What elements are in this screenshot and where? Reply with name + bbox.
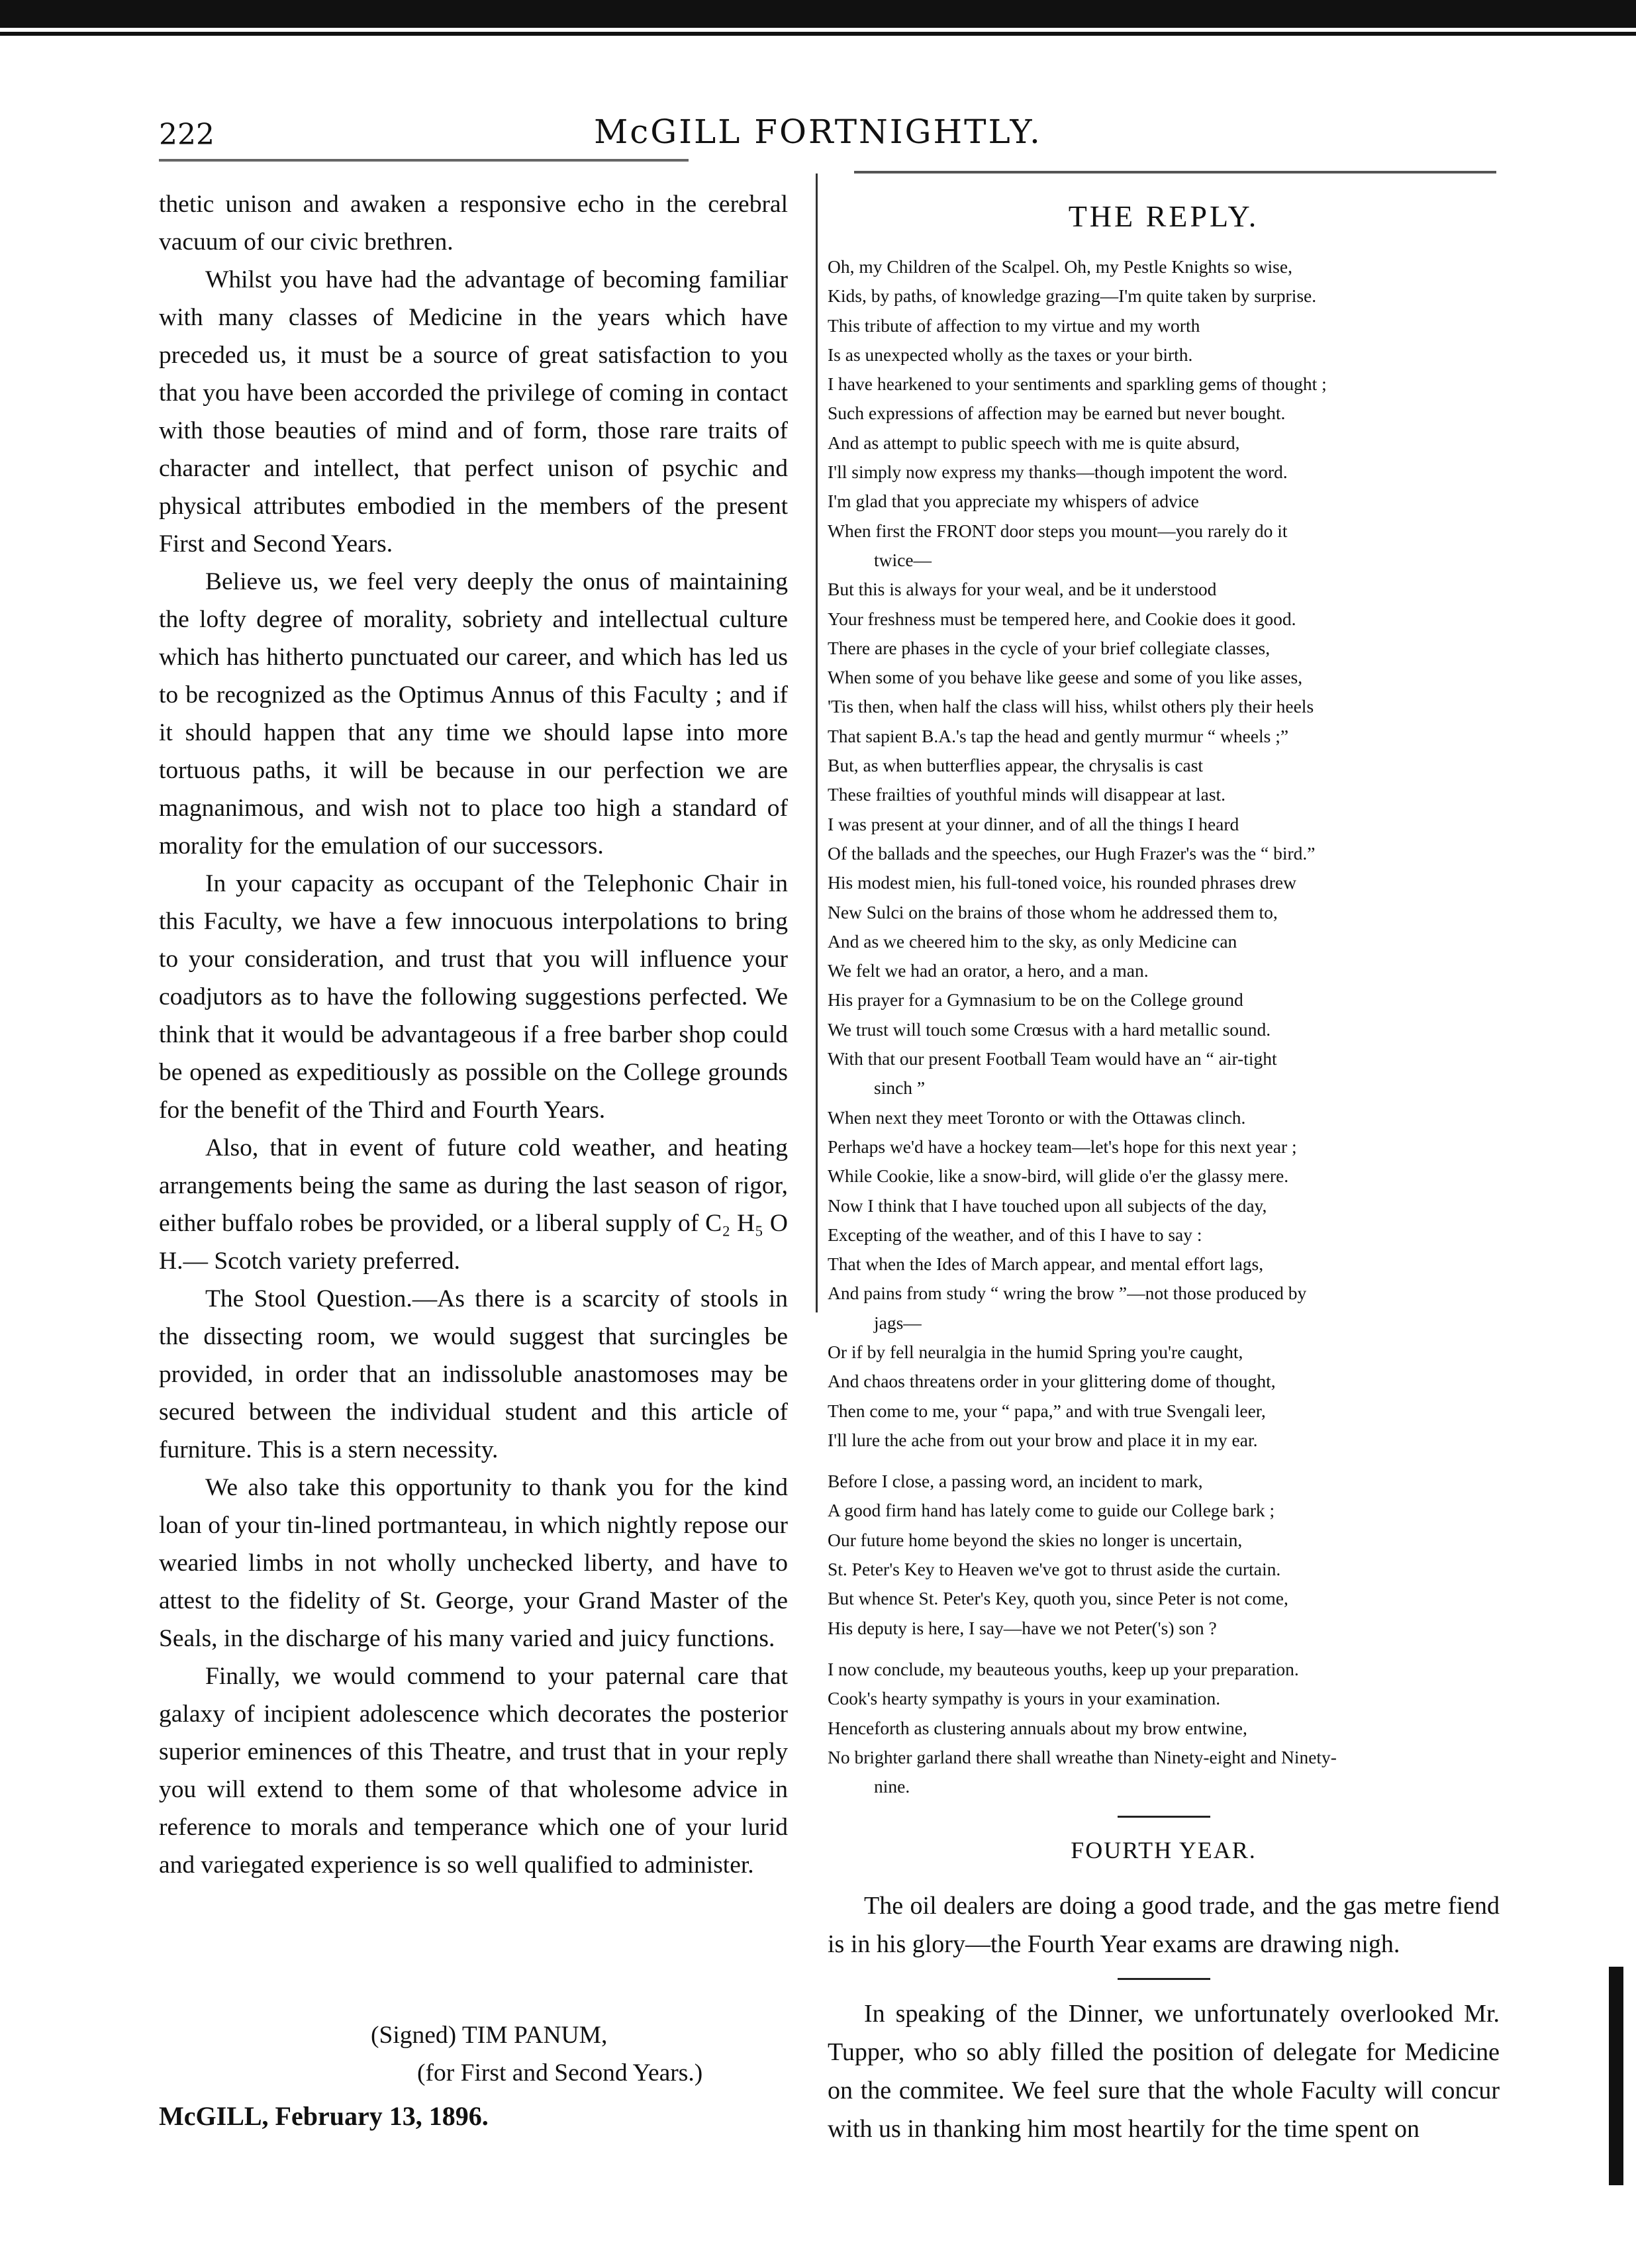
poem-line: And pains from study “ wring the brow ”—not those produced by [828,1283,1307,1304]
poem-line: Excepting of the weather, and of this I have to say : [828,1224,1202,1245]
stanza-gap [828,1455,1500,1467]
signature-affiliation: (for First and Second Years.) [417,2059,703,2087]
paragraph: Finally, we would commend to your paternal care that galaxy of incipient adolescence which decorates the posterior superior eminences of this Theatre, and trust that in your reply you will extend to them some of that wholesome advice in reference to morals and temperance which one of your lurid and variegated experience is so well qualified to administer. [159,1663,788,1879]
poem-line: I'll lure the ache from out your brow and place it in my ear. [828,1429,1258,1450]
poem-line: And as we cheered him to the sky, as only Medicine can [828,930,1237,952]
paragraph: Also, that in event of future cold weather, and heating arrangements being the same as during the last season of rigor, either buffalo robes be provided, or a liberal supply of C₂ H₅ O H.— Scotch variety preferred. [159,1134,788,1275]
poem-line: But this is always for your weal, and be it understood [828,579,1217,600]
column-divider [816,173,818,1312]
poem-line: His prayer for a Gymnasium to be on the College ground [828,989,1243,1011]
paragraph: We also take this opportunity to thank you for the kind loan of your tin-lined portmanteau, in which nightly repose our wearied limbs in not wholly unchecked liberty, and have to attest to the fidelity of St. George, your Grand Master of the Seals, in the discharge of his many varied and juicy functions. [159,1474,788,1652]
poem-line: I'm glad that you appreciate my whispers of advice [828,491,1199,512]
section-divider-rule [1118,1816,1210,1818]
poem-line: I was present at your dinner, and of all the things I heard [828,813,1239,834]
right-column [828,185,1500,2148]
section-title: FOURTH YEAR. [1071,1837,1257,1864]
poem-line: A good firm hand has lately come to guide our College bark ; [828,1500,1275,1521]
paragraph: In your capacity as occupant of the Telephonic Chair in this Faculty, we have a few innocuous interpolations to bring to your consideration, and trust that you will influence your coadjutors as to have the following suggestions perfected. We think that it would be advantageous if a free barber shop could be opened as expeditiously as possible on the College grounds for the benefit of the Third and Fourth Years. [159,870,788,1124]
poem-line: I'll simply now express my thanks—though impotent the word. [828,462,1288,483]
poem-line: His modest mien, his full-toned voice, his rounded phrases drew [828,872,1296,893]
poem-line: Your freshness must be tempered here, and Cookie does it good. [828,608,1296,629]
poem-line: We felt we had an orator, a hero, and a man. [828,960,1149,981]
poem-line: When some of you behave like geese and some of you like asses, [828,667,1303,688]
poem-line: That when the Ides of March appear, and mental effort lags, [828,1254,1264,1275]
running-title: McGILL FORTNIGHTLY. [594,113,1042,151]
poem-line: But whence St. Peter's Key, quoth you, since Peter is not come, [828,1588,1288,1609]
top-border-rule-thin [0,32,1636,36]
poem-line: Or if by fell neuralgia in the humid Spring you're caught, [828,1341,1243,1362]
signature-line: (Signed) TIM PANUM, [371,2022,608,2049]
section-paragraph: The oil dealers are doing a good trade, and the gas metre fiend is in his glory—the Fourth Year exams are drawing nigh. [828,1892,1500,1959]
section-body [828,1887,1500,2148]
poem-line: These frailties of youthful minds will disappear at last. [828,784,1226,805]
poem-line: No brighter garland there shall wreathe than Ninety-eight and Ninety- [828,1746,1337,1767]
header-rule-left [159,159,689,162]
poem-line: While Cookie, like a snow-bird, will glide o'er the glassy mere. [828,1165,1289,1187]
poem-line: I now conclude, my beauteous youths, keep up your preparation. [828,1658,1299,1679]
poem-line: Henceforth as clustering annuals about my brow entwine, [828,1717,1247,1738]
poem-line: Our future home beyond the skies no longer is uncertain, [828,1529,1243,1550]
paragraph-divider-rule [1118,1978,1210,1980]
poem-line: Perhaps we'd have a hockey team—let's hope for this next year ; [828,1136,1297,1157]
poem-line: Is as unexpected wholly as the taxes or your birth. [828,344,1193,365]
poem-line: Before I close, a passing word, an incident to mark, [828,1471,1203,1492]
poem-line: There are phases in the cycle of your brief collegiate classes, [828,637,1271,658]
paragraph: thetic unison and awaken a responsive echo in the cerebral vacuum of our civic brethren. [159,191,788,256]
poem-line: New Sulci on the brains of those whom he addressed them to, [828,901,1278,922]
poem-line: We trust will touch some Crœsus with a hard metallic sound. [828,1018,1271,1040]
poem-line: Oh, my Children of the Scalpel. Oh, my Pestle Knights so wise, [828,256,1292,277]
poem-line: Cook's hearty sympathy is yours in your examination. [828,1688,1221,1709]
paragraph: Believe us, we feel very deeply the onus of maintaining the lofty degree of morality, sobriety and intellectual culture which has hitherto punctuated our career, and which has led us to be recognized as the Optimus Annus of this Faculty ; and if it should happen that any time we should lapse into more tortuous paths, it will be because in our perfection we are magnanimous, and wish not to place too high a standard of morality for the emulation of our successors. [159,568,788,860]
poem-line: And chaos threatens order in your glittering dome of thought, [828,1371,1276,1392]
header-rule-right [854,171,1496,173]
stanza-gap [828,1643,1500,1655]
paragraph: The Stool Question.—As there is a scarcity of stools in the dissecting room, we would suggest that surcingles be provided, in order that an indissoluble anastomoses may be secured between the individual student and this article of furniture. This is a stern necessity. [159,1285,788,1463]
poem-line: When first the FRONT door steps you mount—you rarely do it [828,520,1288,541]
section-paragraph: In speaking of the Dinner, we unfortunately overlooked Mr. Tupper, who so ably filled the position of delegate for Medicine on the commitee. We feel sure that the whole Faculty will concur with us in thanking him most heartily for the time spent on [828,2000,1500,2144]
dateline: McGILL, February 13, 1896. [159,2101,489,2131]
poem-line: Such expressions of affection may be earned but never bought. [828,403,1286,424]
poem-line: Of the ballads and the speeches, our Hugh Frazer's was the “ bird.” [828,842,1316,863]
poem-title: THE REPLY. [1068,199,1259,233]
page-number: 222 [159,118,215,152]
poem-line: But, as when butterflies appear, the chrysalis is cast [828,755,1204,776]
margin-mark [1609,1967,1623,2185]
poem-line: 'Tis then, when half the class will hiss, whilst others ply their heels [828,696,1314,717]
poem-line: nine. [874,1776,910,1797]
poem-line: Kids, by paths, of knowledge grazing—I'm quite taken by surprise. [828,285,1317,307]
poem-line: I have hearkened to your sentiments and sparkling gems of thought ; [828,373,1327,395]
poem-line: twice— [874,549,932,570]
poem-line: Now I think that I have touched upon all subjects of the day, [828,1195,1267,1216]
paragraph: Whilst you have had the advantage of becoming familiar with many classes of Medicine in the years which have preceded us, it must be a source of great satisfaction to you that you have been accorded the privilege of coming in contact with those beauties of mind and of form, those rare traits of character and intellect, that perfect unison of psychic and physical attributes embodied in the members of the present First and Second Years. [159,266,788,558]
poem-line: His deputy is here, I say—have we not Peter('s) son ? [828,1617,1217,1638]
poem [828,252,1500,1801]
poem-line: sinch ” [874,1077,926,1099]
poem-line: That sapient B.A.'s tap the head and gently murmur “ wheels ;” [828,725,1289,746]
poem-line: And as attempt to public speech with me is quite absurd, [828,432,1240,453]
poem-line: jags— [874,1312,922,1333]
poem-line: This tribute of affection to my virtue and my worth [828,315,1200,336]
top-border-rule [0,0,1636,28]
left-column [159,185,788,1884]
poem-line: St. Peter's Key to Heaven we've got to thrust aside the curtain. [828,1559,1281,1580]
poem-line: Then come to me, your “ papa,” and with true Svengali leer, [828,1400,1266,1421]
poem-line: When next they meet Toronto or with the Ottawas clinch. [828,1107,1246,1128]
poem-line: With that our present Football Team would have an “ air-tight [828,1048,1277,1069]
